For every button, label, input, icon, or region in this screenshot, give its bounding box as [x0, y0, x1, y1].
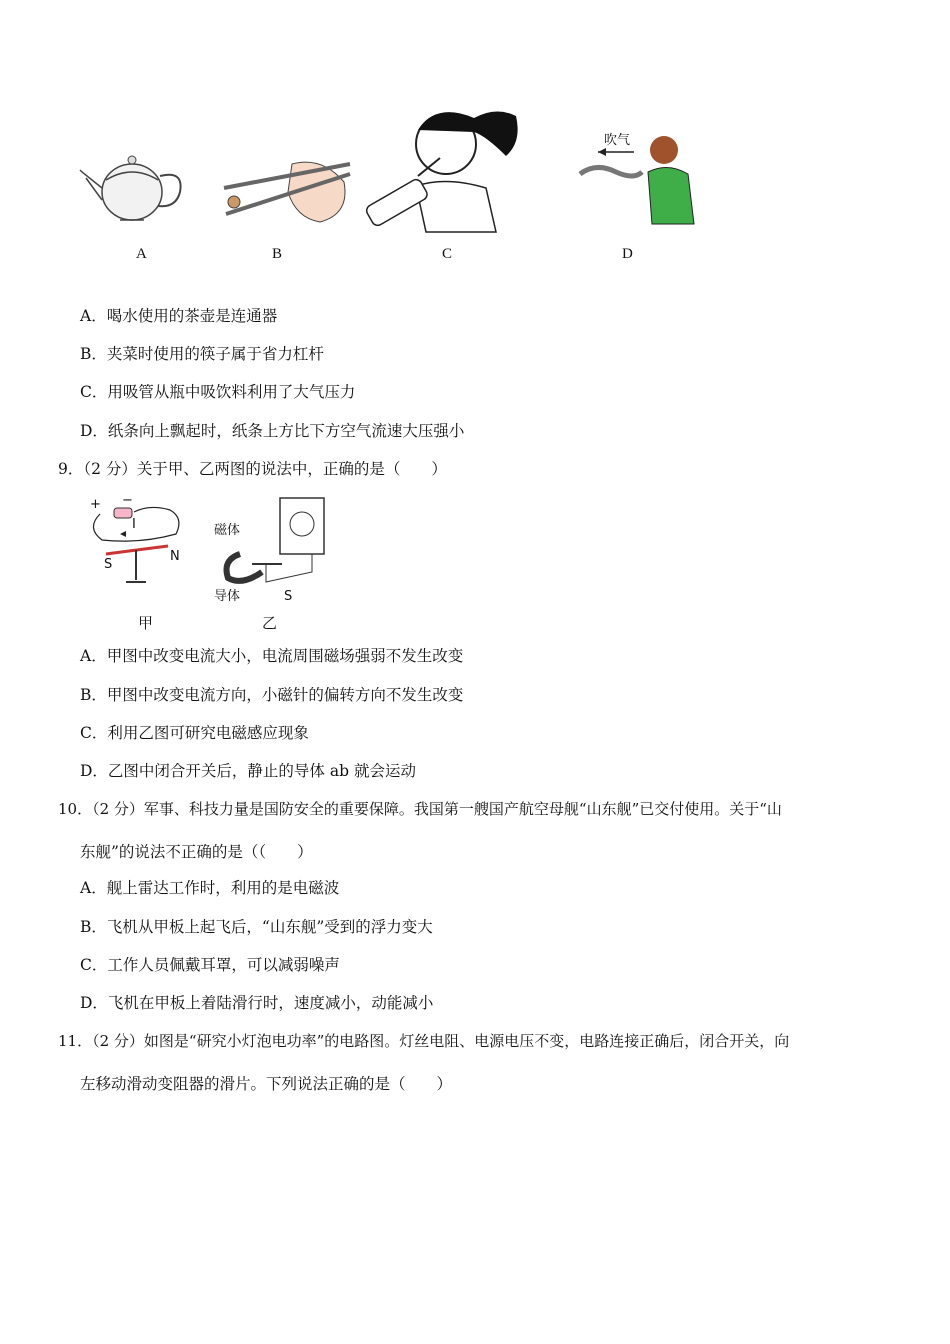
- q9-option-c: C．利用乙图可研究电磁感应现象: [80, 724, 309, 742]
- q9-option-a: A．甲图中改变电流大小，电流周围磁场强弱不发生改变: [80, 647, 464, 665]
- figure-a-teapot: [76, 140, 188, 232]
- figure-yi-induction: [212, 494, 330, 606]
- figure-b-chopsticks: [222, 152, 352, 228]
- q9-option-d: D．乙图中闭合开关后，静止的导体 ab 就会运动: [80, 762, 416, 780]
- magnet-label: 磁体: [214, 523, 241, 538]
- q8-option-a: A．喝水使用的茶壶是连通器: [80, 307, 278, 325]
- blow-label: 吹气: [604, 133, 631, 148]
- q11-stem-line-2: 左移动滑动变阻器的滑片。下列说法正确的是（ ）: [80, 1075, 453, 1093]
- figure-label-c: C: [442, 246, 453, 262]
- north-label: N: [170, 549, 180, 564]
- q8-option-d: D．纸条向上飘起时，纸条上方比下方空气流速大压强小: [80, 422, 465, 440]
- figure-jia-caption: 甲: [138, 616, 154, 632]
- q8-option-c: C．用吸管从瓶中吸饮料利用了大气压力: [80, 383, 356, 401]
- figure-label-d: D: [622, 246, 633, 262]
- south-label: S: [104, 557, 113, 572]
- q10-option-a: A．舰上雷达工作时，利用的是电磁波: [80, 879, 340, 897]
- figure-jia-compass-circuit: [80, 488, 190, 588]
- q9-option-b: B．甲图中改变电流方向，小磁针的偏转方向不发生改变: [80, 686, 464, 704]
- q10-stem-line-2: 东舰”的说法不正确的是（（ ）: [80, 843, 313, 861]
- figure-c-girl-straw: [366, 96, 536, 236]
- q10-stem-line-1: 10．（2 分）军事、科技力量是国防安全的重要保障。我国第一艘国产航空母舰“山东舰”已交付使用。关于“山: [58, 800, 782, 818]
- q10-option-b: B．飞机从甲板上起飞后，“山东舰”受到的浮力变大: [80, 918, 433, 936]
- figure-d-boy-blowing: [576, 128, 702, 228]
- q11-stem-line-1: 11．（2 分）如图是“研究小灯泡电功率”的电路图。灯丝电阻、电源电压不变，电路连接正确后，闭合开关，向: [58, 1032, 790, 1050]
- q10-option-c: C．工作人员佩戴耳罩，可以减弱噪声: [80, 956, 340, 974]
- switch-label: S: [284, 589, 293, 604]
- figure-yi-caption: 乙: [262, 616, 278, 632]
- current-label: I: [132, 517, 136, 532]
- figure-label-a: A: [136, 246, 147, 262]
- q8-option-b: B．夹菜时使用的筷子属于省力杠杆: [80, 345, 324, 363]
- q10-option-d: D．飞机在甲板上着陆滑行时，速度减小，动能减小: [80, 994, 434, 1012]
- q9-stem: 9．（2 分）关于甲、乙两图的说法中，正确的是（ ）: [58, 460, 447, 478]
- figure-label-b: B: [272, 246, 283, 262]
- plus-label: +: [90, 497, 101, 512]
- conductor-label: 导体: [214, 589, 241, 604]
- minus-label: −: [122, 493, 133, 508]
